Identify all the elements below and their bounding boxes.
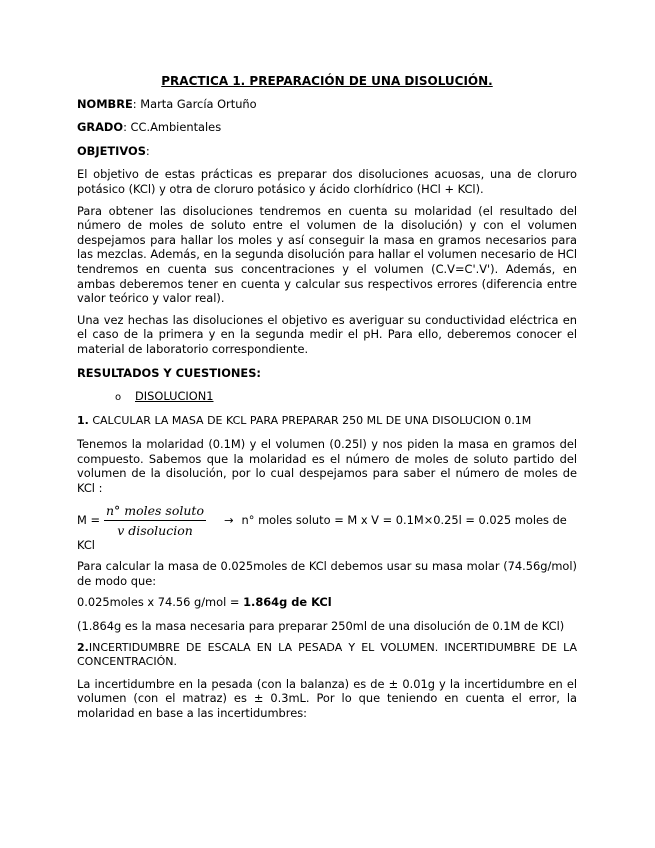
question-1-number: 1.	[77, 413, 89, 427]
grado-line	[77, 120, 577, 135]
question-2	[77, 641, 577, 670]
molarity-formula	[77, 503, 577, 538]
objetivos-colon: :	[145, 143, 150, 158]
paragraph-objective: El objetivo de estas prácticas es preparar dos disoluciones acuosas, una de cloruro potásico (KCl) y otra de cloruro potásico y ácido clorhídrico (HCl + KCl).	[77, 167, 577, 196]
grado-value: : CC.Ambientales	[123, 120, 222, 135]
formula-continuation: KCl	[77, 537, 95, 552]
formula-lhs: M =	[77, 512, 100, 527]
document-body	[77, 74, 577, 721]
paragraph-molarity: Tenemos la molaridad (0.1M) y el volumen (0.25l) y nos piden la masa en gramos del compuesto. Sabemos que la molaridad es el número de moles de soluto partido del volumen de la disolución, por lo cual despejamos para saber el número de moles de KCl :	[77, 437, 577, 496]
objetivos-label: OBJETIVOS	[77, 143, 146, 158]
question-1	[77, 414, 577, 429]
resultados-heading: RESULTADOS Y CUESTIONES:	[77, 365, 261, 380]
bullet-circle-icon: o	[115, 392, 122, 404]
paragraph-mass-note: (1.864g es la masa necesaria para preparar 250ml de una disolución de 0.1M de KCl)	[77, 619, 565, 634]
formula-numerator: n° moles soluto	[104, 503, 206, 521]
paragraph-uncertainty: La incertidumbre en la pesada (con la balanza) es de ± 0.01g y la incertidumbre en el volumen (con el matraz) es ± 0.3mL. Por lo que teniendo en cuenta el error, la molaridad en base a las incertidumbres:	[77, 676, 577, 720]
paragraph-method: Para obtener las disoluciones tendremos en cuenta su molaridad (el resultado del número de moles de soluto entre el volumen de la disolución) y con el volumen despejamos para hallar los moles y así conseguir la masa en gramos necesarios para las mezclas. Además, en la segunda disolución para hallar el volumen necesario de HCl tendremos en cuenta sus concentraciones y el volumen (C.V=C'.V'). Además, en ambas deberemos tener en cuenta y calcular sus respectivos errores (diferencia entre valor teórico y valor real).	[77, 203, 577, 306]
question-1-text: CALCULAR LA MASA DE KCL PARA PREPARAR 250 ML DE UNA DISOLUCION 0.1M	[88, 413, 532, 427]
formula-rhs: n° moles soluto = M x V = 0.1M×0.25l = 0.025 moles de	[241, 512, 567, 527]
bullet-label: DISOLUCION1	[135, 389, 214, 404]
formula-denominator: v disolucion	[117, 522, 193, 538]
paragraph-molar-mass: Para calcular la masa de 0.025moles de KCl debemos usar su masa molar (74.56g/mol) de modo que:	[77, 559, 577, 588]
grado-label: GRADO	[77, 120, 124, 135]
mass-calculation	[77, 595, 577, 610]
question-2-number: 2.	[77, 640, 89, 654]
arrow-icon: →	[223, 512, 234, 527]
calc-text: 0.025moles x 74.56 g/mol =	[77, 595, 244, 610]
page-title: PRACTICA 1. PREPARACIÓN DE UNA DISOLUCIÓN.	[161, 74, 493, 88]
formula-fraction	[104, 503, 206, 538]
bullet-disolucion1	[115, 389, 577, 406]
paragraph-goal: Una vez hechas las disoluciones el objetivo es averiguar su conductividad eléctrica en el caso de la primera y en la segunda medir el pH. Para ello, deberemos conocer el material de laboratorio correspondiente.	[77, 312, 577, 356]
nombre-label: NOMBRE	[77, 96, 133, 111]
objetivos-heading	[77, 144, 577, 159]
question-2-text: INCERTIDUMBRE DE ESCALA EN LA PESADA Y EL VOLUMEN. INCERTIDUMBRE DE LA CONCENTRACIÓN.	[77, 640, 577, 669]
nombre-line	[77, 97, 577, 112]
calc-result: 1.864g de KCl	[243, 595, 332, 610]
nombre-value: : Marta García Ortuño	[132, 96, 257, 111]
